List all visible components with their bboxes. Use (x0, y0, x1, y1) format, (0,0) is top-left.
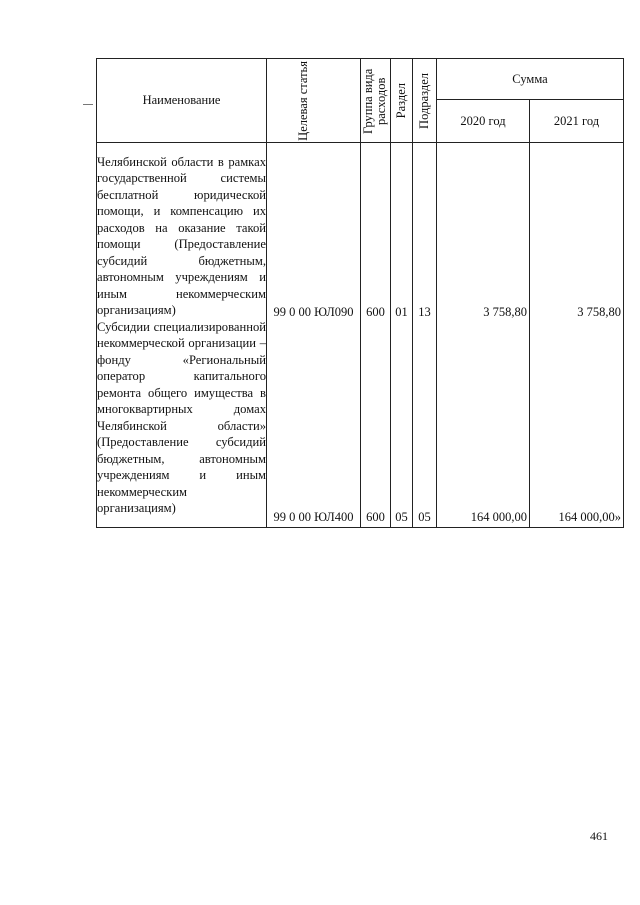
row-2-target-article: 99 0 00 ЮЛ400 (273, 510, 354, 524)
subsection-cell (413, 143, 437, 528)
row-1-sum-2020: 3 758,80 (483, 305, 527, 319)
row-1-name: Челябинской области в рамках государственной системы бесплатной юридической помощи, и компенсацию их расходов на оказание такой помощи (Предоставление субсидий бюджетным, автономным учреждениям и иным некоммерческим организациям) (97, 154, 266, 317)
header-section (391, 59, 413, 143)
header-row-1 (97, 59, 624, 100)
row-2-section: 05 (395, 510, 408, 524)
row-1-subsection: 13 (418, 305, 431, 319)
header-year-2021: 2021 год (530, 100, 624, 143)
target-article-cell (267, 143, 361, 528)
row-1-expense-group: 600 (366, 305, 385, 319)
budget-table (96, 58, 624, 528)
header-target-article-label: Целевая статья (295, 60, 310, 141)
row-2-sum-2020: 164 000,00 (470, 510, 527, 524)
row-1-sum-2021: 3 758,80 (577, 305, 621, 319)
header-subsection (413, 59, 437, 143)
header-year-2020: 2020 год (437, 100, 530, 143)
header-expense-group (361, 59, 391, 143)
row-names-cell (97, 143, 267, 528)
header-name: Наименование (97, 59, 267, 143)
table-row (97, 143, 624, 528)
header-expense-group-label: Группа вида расходов (360, 67, 388, 134)
page-number: 461 (590, 829, 608, 843)
row-1-target-article: 99 0 00 ЮЛ090 (273, 305, 354, 319)
section-cell (391, 143, 413, 528)
sum-2020-cell (437, 143, 530, 528)
row-2-name: Субсидии специализированной некоммерческой организации – фонду «Региональный оператор капитального ремонта общего имущества в многоквартирных домах Челябинской области» (Предоставление субсидий бюджетным, автономным учреждениям и иным некоммерческим организациям) (97, 319, 266, 515)
expense-group-cell (361, 143, 391, 528)
header-subsection-label: Подраздел (416, 72, 431, 129)
row-2-sum-2021: 164 000,00» (558, 510, 621, 524)
header-target-article (267, 59, 361, 143)
header-sum: Сумма (437, 59, 624, 100)
sum-2021-cell (530, 143, 624, 528)
row-1-section: 01 (395, 305, 408, 319)
row-2-expense-group: 600 (366, 510, 385, 524)
header-section-label: Раздел (393, 82, 408, 119)
margin-mark (83, 104, 93, 105)
row-2-subsection: 05 (418, 510, 431, 524)
